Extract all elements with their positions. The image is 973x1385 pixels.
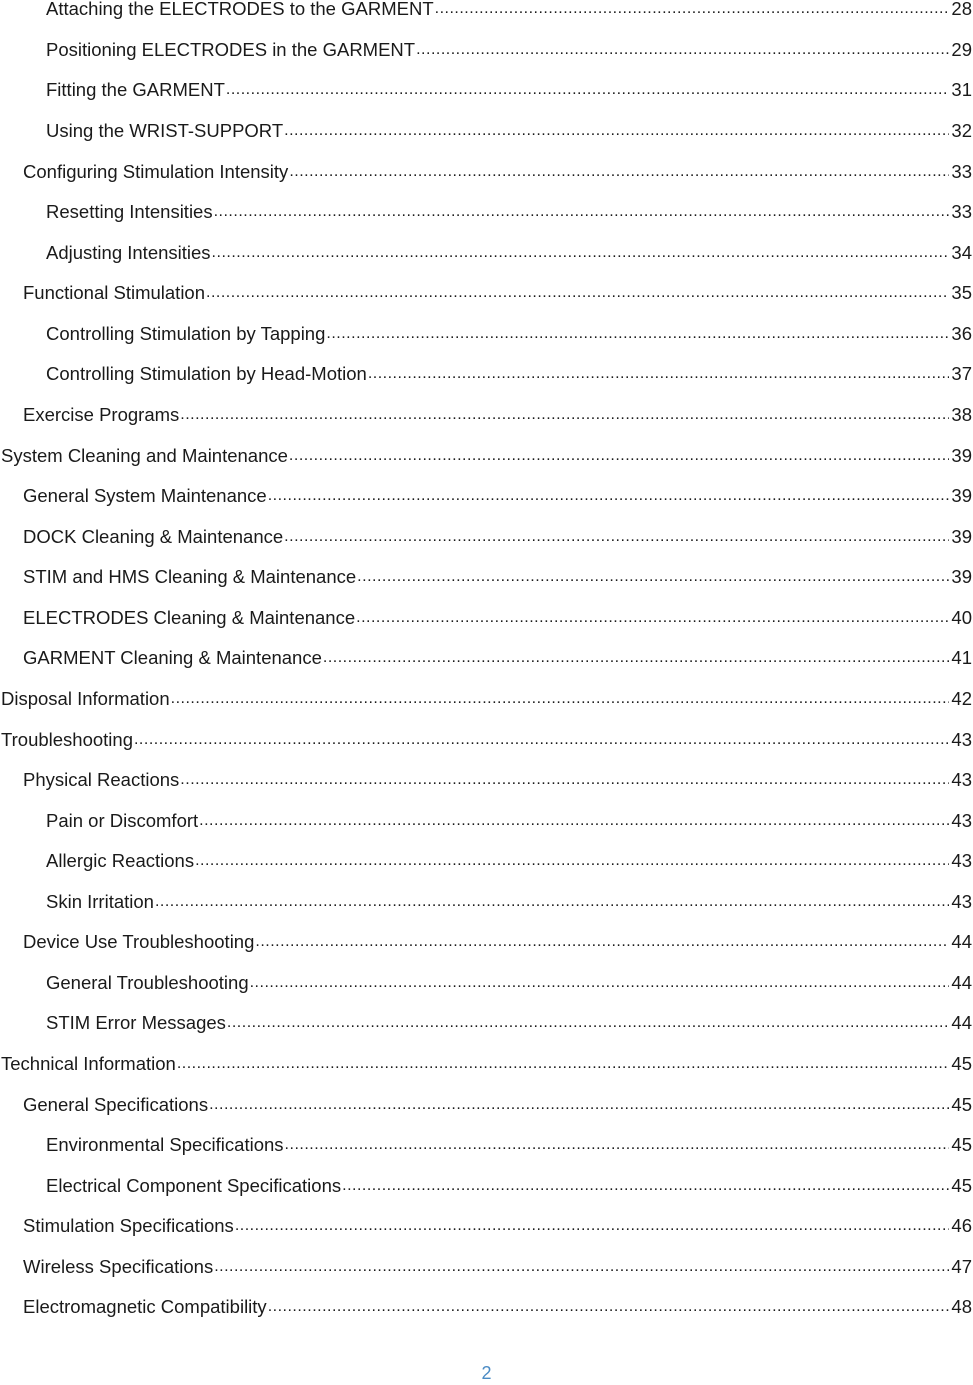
toc-entry-title: Allergic Reactions [46,850,195,871]
toc-entry-page: 37 [951,363,972,384]
toc-entry-page: 43 [951,810,972,831]
toc-dot-leader [209,1094,949,1116]
toc-entry-title: General System Maintenance [23,485,267,506]
toc-entry-title: Exercise Programs [23,404,180,425]
toc-entry[interactable] [0,274,973,304]
toc-entry[interactable] [0,153,973,183]
toc-dot-leader [180,769,949,791]
toc-entry-title: Wireless Specifications [23,1256,214,1277]
toc-dot-leader [284,526,949,548]
toc-entry-page: 39 [951,445,972,466]
toc-dot-leader [199,810,949,832]
toc-entry-title: Using the WRIST-SUPPORT [46,120,284,141]
toc-entry[interactable] [0,31,973,61]
toc-entry-title: Resetting Intensities [46,201,213,222]
toc-entry-title: Configuring Stimulation Intensity [23,161,289,182]
toc-entry-title: System Cleaning and Maintenance [1,445,288,466]
toc-dot-leader [285,1134,950,1156]
toc-entry[interactable] [0,0,973,20]
toc-dot-leader [326,323,949,345]
toc-entry[interactable] [0,1126,973,1156]
toc-dot-leader [177,1053,950,1075]
toc-dot-leader [206,282,949,304]
toc-entry-page: 43 [951,891,972,912]
toc-entry[interactable] [0,1167,973,1197]
toc-entry[interactable] [0,680,973,710]
toc-entry-page: 43 [951,769,972,790]
toc-entry[interactable] [0,315,973,345]
toc-entry-page: 39 [951,485,972,506]
toc-dot-leader [250,972,950,994]
toc-entry-page: 32 [951,120,972,141]
toc-dot-leader [368,363,950,385]
toc-entry[interactable] [0,1004,973,1034]
toc-dot-leader [227,1012,950,1034]
toc-entry-title: STIM Error Messages [46,1012,226,1033]
toc-dot-leader [416,39,949,61]
toc-entry-page: 33 [951,161,972,182]
toc-entry[interactable] [0,1045,973,1075]
toc-entry-page: 45 [951,1094,972,1115]
toc-dot-leader [289,445,950,467]
toc-entry-title: Disposal Information [1,688,170,709]
toc-dot-leader [226,79,950,101]
toc-entry-page: 44 [951,1012,972,1033]
toc-entry-title: Fitting the GARMENT [46,79,225,100]
toc-entry-title: Controlling Stimulation by Tapping [46,323,326,344]
toc-entry-page: 38 [951,404,972,425]
toc-dot-leader [342,1175,949,1197]
toc-entry-page: 43 [951,850,972,871]
toc-entry-title: Pain or Discomfort [46,810,199,831]
toc-entry-page: 45 [951,1134,972,1155]
toc-entry-title: Electrical Component Specifications [46,1175,342,1196]
toc-entry-title: STIM and HMS Cleaning & Maintenance [23,566,357,587]
toc-dot-leader [435,0,950,20]
toc-entry[interactable] [0,883,973,913]
toc-entry[interactable] [0,964,973,994]
toc-entry-page: 35 [951,282,972,303]
toc-entry-title: General Troubleshooting [46,972,249,993]
toc-entry[interactable] [0,477,973,507]
toc-entry[interactable] [0,518,973,548]
toc-entry-title: ELECTRODES Cleaning & Maintenance [23,607,356,628]
toc-entry-title: Device Use Troubleshooting [23,931,255,952]
toc-entry[interactable] [0,1086,973,1116]
toc-entry[interactable] [0,193,973,223]
toc-entry[interactable] [0,599,973,629]
toc-entry[interactable] [0,721,973,751]
toc-entry-page: 47 [951,1256,972,1277]
toc-entry-title: General Specifications [23,1094,209,1115]
toc-dot-leader [357,566,949,588]
toc-entry-page: 46 [951,1215,972,1236]
toc-entry-page: 40 [951,607,972,628]
toc-dot-leader [214,201,950,223]
toc-entry[interactable] [0,71,973,101]
toc-dot-leader [323,647,950,669]
toc-entry-title: Troubleshooting [1,729,133,750]
toc-entry[interactable] [0,112,973,142]
toc-entry-page: 45 [951,1053,972,1074]
toc-entry[interactable] [0,802,973,832]
toc-dot-leader [155,891,949,913]
toc-dot-leader [134,729,949,751]
toc-entry-page: 48 [951,1296,972,1317]
toc-entry-title: GARMENT Cleaning & Maintenance [23,647,322,668]
toc-entry-title: Attaching the ELECTRODES to the GARMENT [46,0,434,19]
toc-entry[interactable] [0,761,973,791]
toc-dot-leader [235,1215,950,1237]
toc-dot-leader [255,931,949,953]
toc-entry[interactable] [0,1248,973,1278]
toc-entry-title: DOCK Cleaning & Maintenance [23,526,284,547]
toc-entry-page: 39 [951,566,972,587]
toc-entry-page: 41 [951,647,972,668]
toc-entry-page: 31 [951,79,972,100]
toc-entry-title: Controlling Stimulation by Head-Motion [46,363,367,384]
toc-entry-page: 39 [951,526,972,547]
toc-entry-page: 44 [951,972,972,993]
toc-entry-title: Skin Irritation [46,891,154,912]
toc-entry-page: 43 [951,729,972,750]
toc-entry-page: 33 [951,201,972,222]
toc-entry-page: 36 [951,323,972,344]
toc-dot-leader [212,242,950,264]
toc-entry[interactable] [0,1288,973,1318]
toc-entry[interactable] [0,355,973,385]
toc-entry-title: Electromagnetic Compatibility [23,1296,267,1317]
toc-entry-page: 42 [951,688,972,709]
toc-entry-page: 44 [951,931,972,952]
toc-dot-leader [268,485,950,507]
toc-entry[interactable] [0,1207,973,1237]
toc-entry[interactable] [0,234,973,264]
toc-entry-title: Functional Stimulation [23,282,206,303]
toc-entry-title: Positioning ELECTRODES in the GARMENT [46,39,416,60]
toc-entry-title: Physical Reactions [23,769,180,790]
toc-entry-title: Adjusting Intensities [46,242,211,263]
page-number: 2 [481,1363,492,1383]
toc-entry[interactable] [0,639,973,669]
toc-dot-leader [214,1256,949,1278]
toc-entry-page: 34 [951,242,972,263]
toc-dot-leader [195,850,949,872]
toc-entry-page: 29 [951,39,972,60]
toc-entry-page: 28 [951,0,972,19]
toc-dot-leader [284,120,949,142]
toc-entry[interactable] [0,923,973,953]
toc-entry-page: 45 [951,1175,972,1196]
toc-dot-leader [268,1296,950,1318]
toc-entry-title: Environmental Specifications [46,1134,284,1155]
toc-entry[interactable] [0,558,973,588]
toc-dot-leader [171,688,950,710]
toc-dot-leader [356,607,949,629]
toc-entry[interactable] [0,437,973,467]
toc-entry[interactable] [0,396,973,426]
toc-entry-title: Technical Information [1,1053,176,1074]
toc-dot-leader [180,404,949,426]
toc-entry-title: Stimulation Specifications [23,1215,234,1236]
toc-entry[interactable] [0,842,973,872]
toc-dot-leader [289,161,949,183]
